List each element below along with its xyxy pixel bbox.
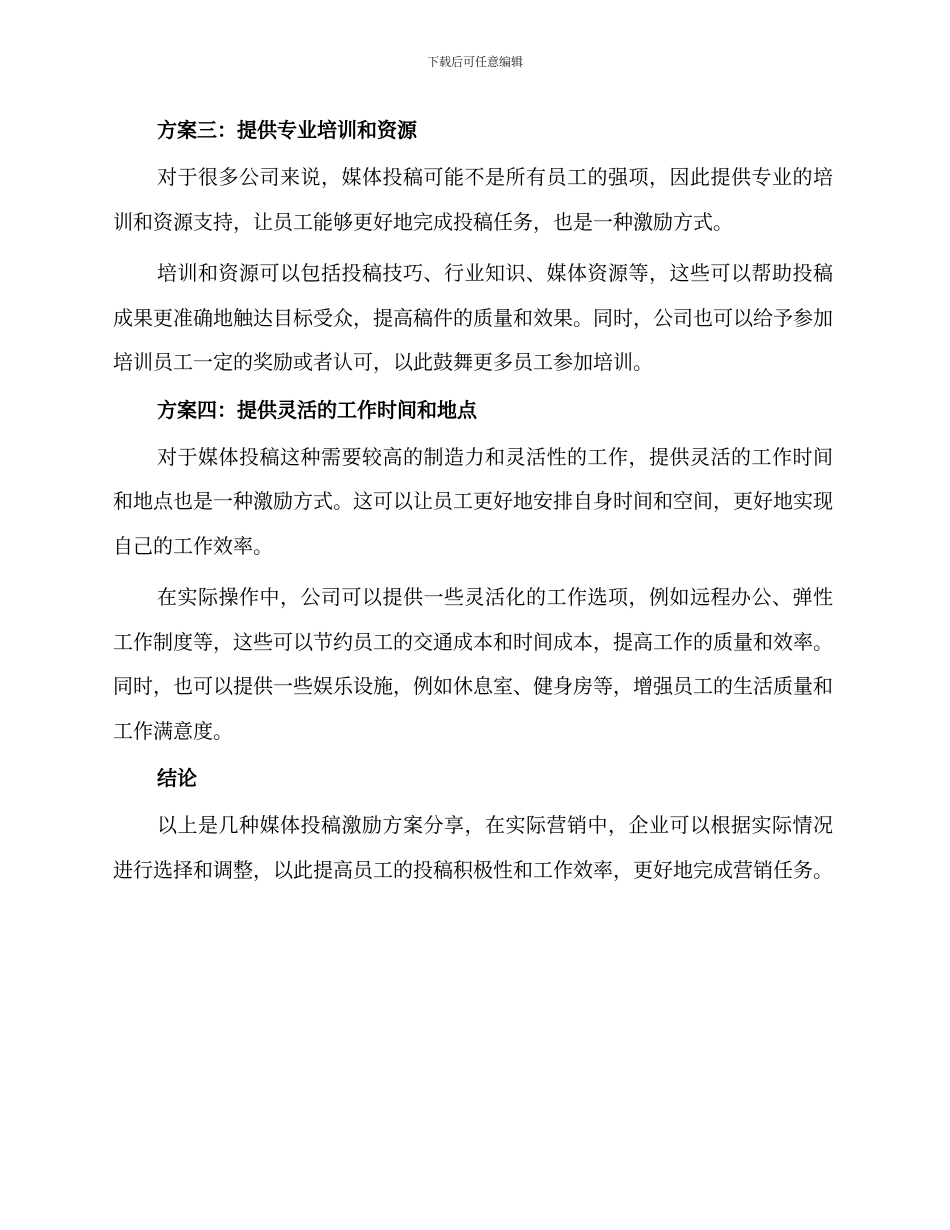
section-4-heading: 方案四：提供灵活的工作时间和地点: [157, 397, 477, 422]
section-4-paragraph-2: 在实际操作中，公司可以提供一些灵活化的工作选项，例如远程办公、弹性工作制度等，这些可以节约员工的交通成本和时间成本，提高工作的质量和效率。同时，也可以提供一些娱乐设施，例如休息室、健身房等，增强员工的生活质量和工作满意度。: [113, 585, 833, 743]
header-note: 下载后可任意编辑: [426, 55, 523, 69]
conclusion-heading: 结论: [157, 766, 197, 790]
section-3-paragraph-2: 培训和资源可以包括投稿技巧、行业知识、媒体资源等，这些可以帮助投稿成果更准确地触达目标受众，提高稿件的质量和效果。同时，公司也可以给予参加培训员工一定的奖励或者认可，以此鼓舞更多员工参加培训。: [113, 261, 833, 374]
conclusion-paragraph-1: 以上是几种媒体投稿激励方案分享，在实际营销中，企业可以根据实际情况进行选择和调整，以此提高员工的投稿积极性和工作效率，更好地完成营销任务。: [113, 813, 833, 882]
document-body: [113, 108, 833, 892]
section-3-heading: 方案三：提供专业培训和资源: [157, 118, 417, 142]
section-3-paragraph-1: 对于很多公司来说，媒体投稿可能不是所有员工的强项，因此提供专业的培训和资源支持，让员工能够更好地完成投稿任务，也是一种激励方式。: [113, 165, 833, 234]
section-4-paragraph-1: 对于媒体投稿这种需要较高的制造力和灵活性的工作，提供灵活的工作时间和地点也是一种激励方式。这可以让员工更好地安排自身时间和空间，更好地实现自己的工作效率。: [113, 444, 833, 558]
